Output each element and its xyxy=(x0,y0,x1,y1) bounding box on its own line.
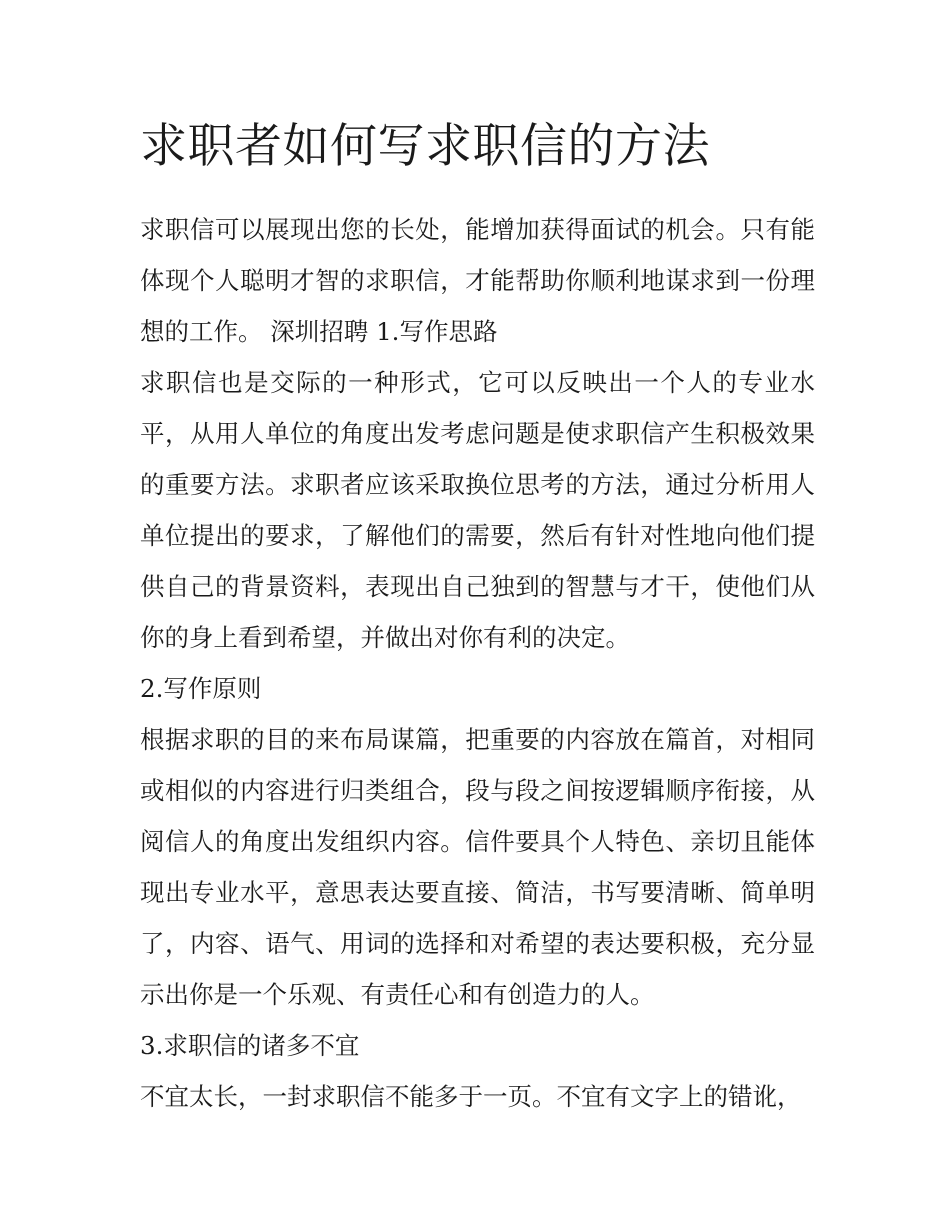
document-body xyxy=(140,204,815,1122)
paragraph-intro: 求职信可以展现出您的长处，能增加获得面试的机会。只有能体现个人聪明才智的求职信，才能帮助你顺利地谋求到一份理想的工作。 深圳招聘 1.写作思路 xyxy=(140,215,815,346)
paragraph-donts: 不宜太长，一封求职信不能多于一页。不宜有文字上的错讹， xyxy=(140,1082,802,1111)
paragraph-writing-approach: 求职信也是交际的一种形式，它可以反映出一个人的专业水平，从用人单位的角度出发考虑问题是使求职信产生积极效果的重要方法。求职者应该采取换位思考的方法，通过分析用人单位提出的要求，了解他们的需要，然后有针对性地向他们提供自己的背景资料，表现出自己独到的智慧与才干，使他们从你的身上看到希望，并做出对你有利的决定。 xyxy=(140,368,815,652)
document-page xyxy=(140,112,815,1122)
document-title: 求职者如何写求职信的方法 xyxy=(140,119,710,174)
paragraph-writing-principles: 根据求职的目的来布局谋篇，把重要的内容放在篇首，对相同或相似的内容进行归类组合，段与段之间按逻辑顺序衔接，从阅信人的角度出发组织内容。信件要具个人特色、亲切且能体现出专业水平，意思表达要直接、简洁，书写要清晰、简单明了，内容、语气、用词的选择和对希望的表达要积极，充分显示出你是一个乐观、有责任心和有创造力的人。 xyxy=(140,725,815,1009)
section-heading-donts: 3.求职信的诸多不宜 xyxy=(140,1031,360,1060)
section-heading-writing-principles: 2.写作原则 xyxy=(140,674,262,703)
